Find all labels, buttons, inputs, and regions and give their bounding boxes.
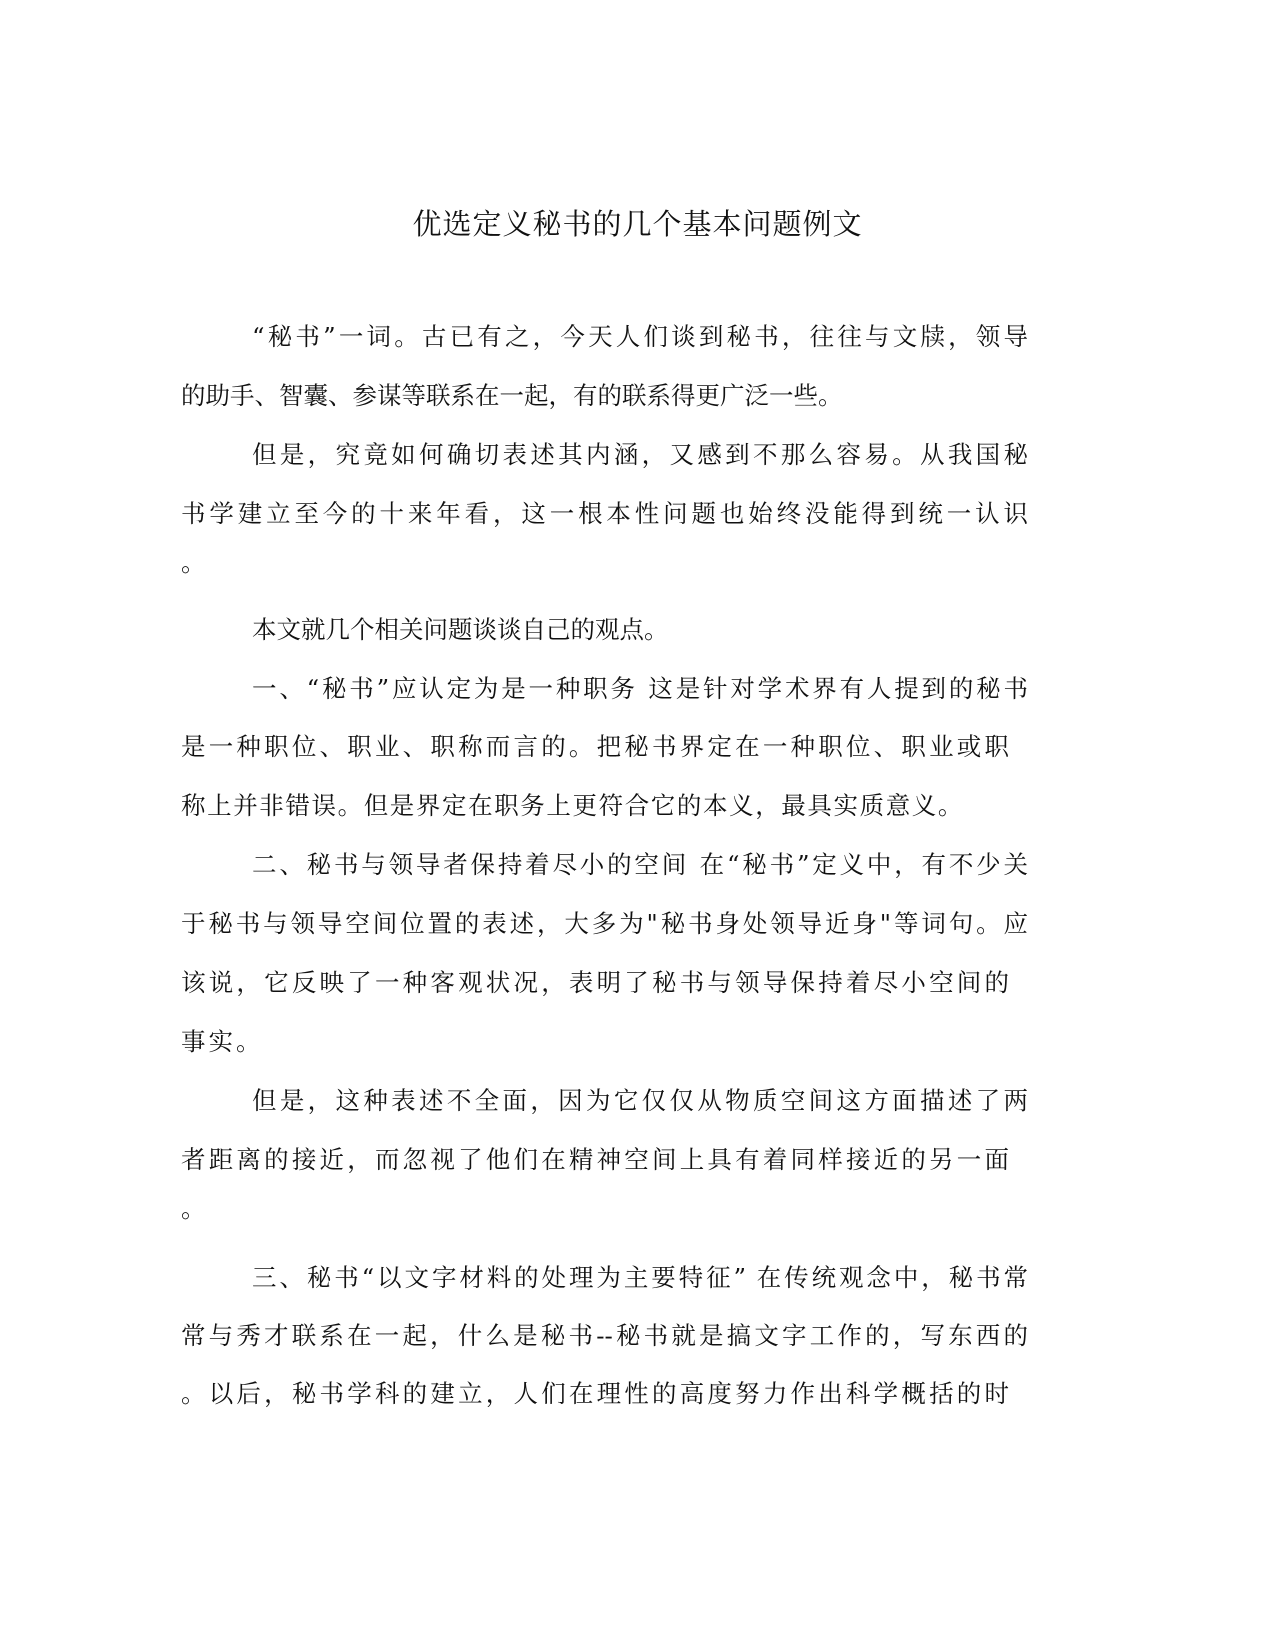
text-line: 于秘书与领导空间位置的表述，大多为"秘书身处领导近身"等词句。应 [181,909,1028,938]
text-line: 。 [181,548,206,577]
text-line: 该说，它反映了一种客观状况，表明了秘书与领导保持着尽小空间的 [181,968,1009,997]
text-line: 一、“秘书”应认定为是一种职务 这是针对学术界有人提到的秘书 [252,674,1028,703]
text-line: 三、秘书“以文字材料的处理为主要特征” 在传统观念中，秘书常 [252,1263,1028,1292]
text-line: 本文就几个相关问题谈谈自己的观点。 [252,615,669,644]
text-line: 是一种职位、职业、职称而言的。把秘书界定在一种职位、职业或职 [181,732,1009,761]
text-line: 常与秀才联系在一起，什么是秘书--秘书就是搞文字工作的，写东西的 [181,1321,1028,1350]
text-line: 但是，究竟如何确切表述其内涵，又感到不那么容易。从我国秘 [252,440,1028,469]
text-line: 二、秘书与领导者保持着尽小的空间 在“秘书”定义中，有不少关 [252,850,1028,879]
text-line: 称上并非错误。但是界定在职务上更符合它的本义，最具实质意义。 [181,791,964,820]
document-title: 优选定义秘书的几个基本问题例文 [412,207,863,241]
text-line: 但是，这种表述不全面，因为它仅仅从物质空间这方面描述了两 [252,1086,1028,1115]
text-line: 书学建立至今的十来年看，这一根本性问题也始终没能得到统一认识 [181,499,1028,528]
text-line: 。以后，秘书学科的建立，人们在理性的高度努力作出科学概括的时 [181,1379,1009,1408]
text-line: 者距离的接近，而忽视了他们在精神空间上具有着同样接近的另一面 [181,1145,1009,1174]
text-line: “秘书”一词。古已有之，今天人们谈到秘书，往往与文牍，领导 [252,322,1028,351]
text-line: 。 [181,1194,206,1223]
text-line: 事实。 [181,1027,264,1056]
text-line: 的助手、智囊、参谋等联系在一起，有的联系得更广泛一些。 [181,381,843,410]
